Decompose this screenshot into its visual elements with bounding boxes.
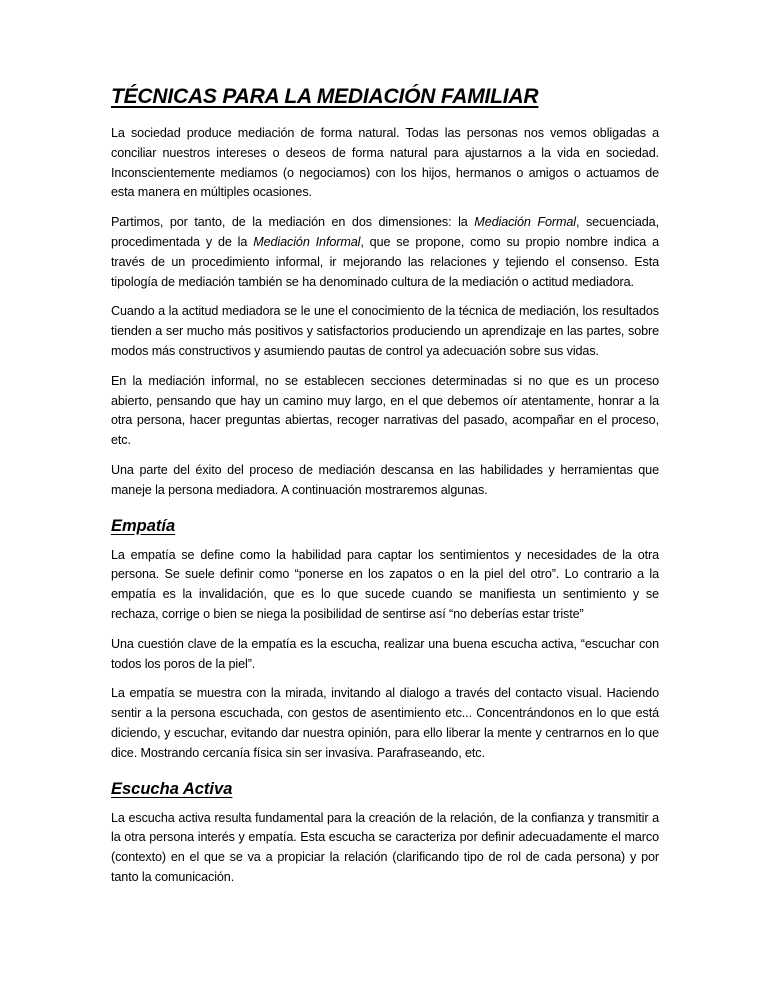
mediacion-informal-term: Mediación Informal [253,234,361,249]
empatia-paragraph-2: Una cuestión clave de la empatía es la escucha, realizar una buena escucha activa, “escuchar con todos los poros de la piel”. [111,636,659,671]
intro-p2-text-c: , secuenciada, procedimentada y de la [111,215,659,249]
intro-paragraph-2 [111,213,659,292]
empatia-paragraph-1: La empatía se define como la habilidad para captar los sentimientos y necesidades de la otra persona. Se suele definir como “ponerse en los zapatos o en la piel del otro”. Lo contrario a la empatía es la invalidación, que es lo que sucede cuando se manifiesta un sentimiento y se rechaza, corrige o bien se niega la posibilidad de sentirse así “no deberías estar triste” [111,547,659,621]
empatia-heading: Empatía [111,516,176,535]
document-title: TÉCNICAS PARA LA MEDIACIÓN FAMILIAR [111,85,539,108]
intro-paragraph-5: Una parte del éxito del proceso de mediación descansa en las habilidades y herramientas que maneje la persona mediadora. A continuación mostraremos algunas. [111,462,659,497]
intro-p2-text-e: , que se propone, como su propio nombre indica a través de un procedimiento informal, ir mejorando las relaciones y tejiendo el consenso. Esta tipología de mediación también se ha denominado cultura de la mediación o actitud mediadora. [111,234,659,289]
empatia-paragraph-3: La empatía se muestra con la mirada, invitando al dialogo a través del contacto visual. Haciendo sentir a la persona escuchada, con gestos de asentimiento etc... Concentrándonos en lo que está diciendo, y escuchar, evitando dar nuestra opinión, para ello liberar la mente y centrarnos en lo que dice. Mostrando cercanía física sin ser invasiva. Parafraseando, etc. [111,686,659,760]
escucha-activa-paragraph-1: La escucha activa resulta fundamental para la creación de la relación, de la confianza y transmitir a la otra persona interés y empatía. Esta escucha se caracteriza por definir adecuadamente el marco (contexto) en el que se va a propiciar la relación (clarificando tipo de rol de cada persona) y por tanto la comunicación. [111,810,659,884]
escucha-activa-heading: Escucha Activa [111,779,233,798]
intro-paragraph-1: La sociedad produce mediación de forma natural. Todas las personas nos vemos obligadas a conciliar nuestros intereses o deseos de forma natural para ajustarnos a la vida en sociedad. Inconscientemente mediamos (o negociamos) con los hijos, hermanos o amigos o actuamos de esta manera en múltiples ocasiones. [111,126,659,200]
intro-paragraph-3: Cuando a la actitud mediadora se le une el conocimiento de la técnica de mediación, los resultados tienden a ser mucho más positivos y satisfactorios produciendo un aprendizaje en las partes, sobre modos más constructivos y asumiendo pautas de control ya adecuación sobre sus vidas. [111,304,659,358]
document-page [111,82,659,898]
mediacion-formal-term: Mediación Formal [474,215,576,230]
intro-p2-text-a: Partimos, por tanto, de la mediación en dos dimensiones: la [111,215,475,230]
intro-paragraph-4: En la mediación informal, no se establecen secciones determinadas si no que es un proceso abierto, pensando que hay un camino muy largo, en el que debemos oír atentamente, honrar a la otra persona, hacer preguntas abiertas, recoger narrativas del pasado, acompañar en el proceso, etc. [111,373,659,448]
